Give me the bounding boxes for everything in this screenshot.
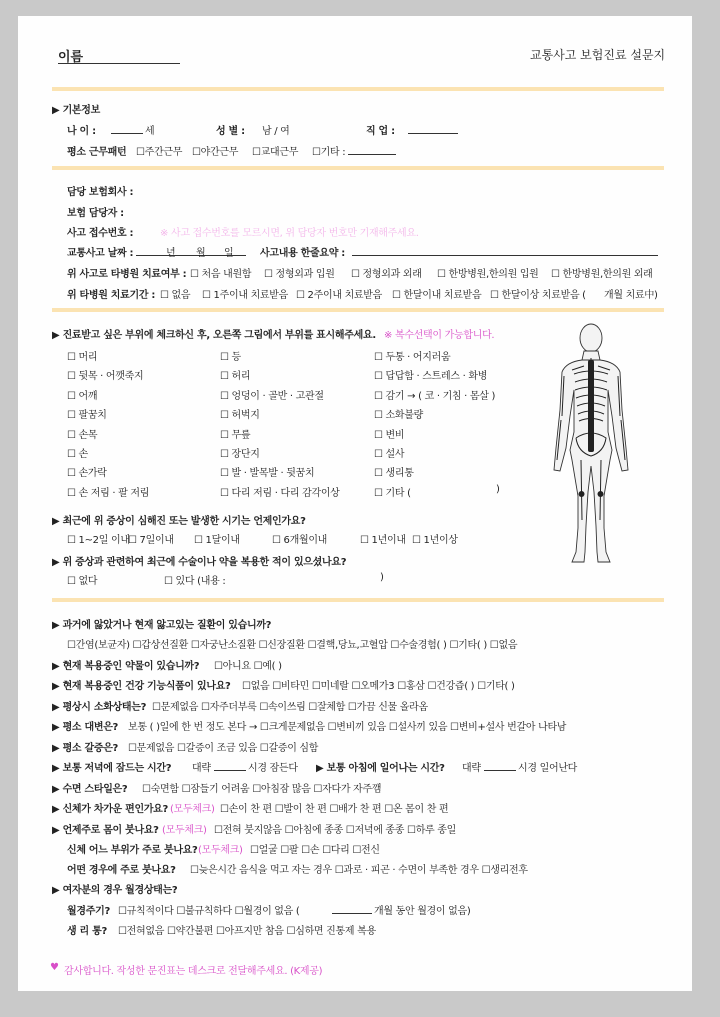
footer-thanks: 감사합니다. 작성한 문진표는 데스크로 전달해주세요. (K제공) xyxy=(64,966,323,977)
symptom-checkbox[interactable]: ☐ 감기 → ( 코 · 기침 · 몸살 ) xyxy=(374,390,496,402)
sleep-time-unit: 시경 잠든다 xyxy=(248,763,298,774)
cold-body-note: (모두체크) xyxy=(170,804,215,815)
wake-time-question: ▶ 보통 아침에 일어나는 시간? xyxy=(316,763,445,774)
digestion-question: ▶ 평상시 소화상태는? xyxy=(52,702,147,713)
cold-body-options[interactable]: ☐손이 찬 편 ☐발이 찬 편 ☐배가 찬 편 ☐온 몸이 찬 편 xyxy=(220,804,449,815)
disease-question: ▶ 과거에 앓았거나 현재 앓고있는 질환이 있습니까? xyxy=(52,620,272,631)
swelling-time-options[interactable]: ☐전혀 붓지않음 ☐아침에 종종 ☐저녁에 종종 ☐하루 종일 xyxy=(214,825,457,836)
divider-band xyxy=(52,598,664,602)
name-label: 이름 xyxy=(58,50,84,65)
date-month: 월 xyxy=(196,248,206,259)
symptom-checkbox[interactable]: ☐ 팔꿈치 xyxy=(67,410,107,422)
date-year: 년 xyxy=(166,248,176,259)
work-option-shift[interactable]: ☐교대근무 xyxy=(252,147,299,158)
age-unit: 세 xyxy=(145,126,155,137)
insurance-company-label: 담당 보험회사 : xyxy=(67,187,134,198)
surgery-none[interactable]: ☐ 없다 xyxy=(67,576,98,587)
accident-summary-label: 사고내용 한줄요약 : xyxy=(260,248,345,259)
claim-number-hint: ※ 사고 접수번호를 모르시면, 위 담당자 번호만 기재해주세요. xyxy=(160,228,419,239)
wake-time-field[interactable] xyxy=(484,770,516,771)
disease-options[interactable]: ☐간염(보균자) ☐갑상선질환 ☐자궁난소질환 ☐신장질환 ☐결핵,당뇨,고혈압 ☐수술경험( ) ☐기타( ) ☐없음 xyxy=(67,640,518,651)
swelling-part-options[interactable]: ☐얼굴 ☐팔 ☐손 ☐다리 ☐전신 xyxy=(250,845,380,856)
symptom-checkbox[interactable]: ☐ 소화불량 xyxy=(374,410,423,422)
symptom-other-close: ) xyxy=(496,483,500,495)
insurance-agent-label: 보험 담당자 : xyxy=(67,208,124,219)
work-other-field[interactable] xyxy=(348,154,396,155)
onset-option[interactable]: ☐ 1~2일 이내 xyxy=(67,535,130,546)
period-none[interactable]: ☐ 없음 xyxy=(160,290,191,301)
symptom-checkbox[interactable]: ☐ 손목 xyxy=(67,429,98,441)
symptom-checkbox[interactable]: ☐ 뒷목 · 어깻죽지 xyxy=(67,371,144,383)
sleep-style-question: ▶ 수면 스타일은? xyxy=(52,784,128,795)
symptom-checkbox[interactable]: ☐ 무릎 xyxy=(220,429,251,441)
cold-body-question: ▶ 신체가 차가운 편인가요? xyxy=(52,804,169,815)
other-hospital-oriental-out[interactable]: ☐ 한방병원,한의원 외래 xyxy=(551,269,653,280)
symptom-checkbox[interactable]: ☐ 등 xyxy=(220,352,241,363)
accident-summary-field[interactable] xyxy=(352,255,658,256)
surgery-close-paren: ) xyxy=(380,572,384,583)
symptom-checkbox[interactable]: ☐ 손 xyxy=(67,449,88,460)
divider-band xyxy=(52,166,664,170)
symptom-checkbox[interactable]: ☐ 기타 ( xyxy=(374,487,411,499)
symptom-checkbox[interactable]: ☐ 생리통 xyxy=(374,468,414,480)
stool-options[interactable]: 보통 ( )일에 한 번 정도 본다 → ☐크게문제없음 ☐변비끼 있음 ☐설사끼 있음 ☐변비+설사 번갈아 나타남 xyxy=(128,722,567,733)
stool-question: ▶ 평소 대변은? xyxy=(52,722,119,733)
symptom-checkbox[interactable]: ☐ 답답함 · 스트레스 · 화병 xyxy=(374,371,488,383)
accident-date-label: 교통사고 날짜 : xyxy=(67,248,134,259)
onset-option[interactable]: ☐ 1년이상 xyxy=(412,535,458,546)
sex-options[interactable]: 남 / 여 xyxy=(262,126,290,137)
work-option-night[interactable]: ☐야간근무 xyxy=(192,147,239,158)
work-pattern-label: 평소 근무패턴 xyxy=(67,147,127,158)
other-hospital-label: 위 사고로 타병원 치료여부 : xyxy=(67,269,187,280)
symptom-checkbox[interactable]: ☐ 머리 xyxy=(67,352,98,363)
symptom-checkbox[interactable]: ☐ 다리 저림 · 다리 감각이상 xyxy=(220,487,340,499)
job-label: 직 업 : xyxy=(366,126,395,137)
divider-band xyxy=(52,308,664,312)
symptom-checkbox[interactable]: ☐ 허리 xyxy=(220,371,251,383)
thirst-options[interactable]: ☐문제없음 ☐갈증이 조금 있음 ☐갈증이 심함 xyxy=(128,743,319,754)
body-diagram[interactable] xyxy=(544,320,638,570)
cycle-tail: 개월 동안 월경이 없음) xyxy=(374,906,471,917)
work-option-day[interactable]: ☐주간근무 xyxy=(136,147,183,158)
sleep-time-field[interactable] xyxy=(214,770,246,771)
cycle-label: 월경주기? xyxy=(67,906,110,917)
period-1week[interactable]: ☐ 1주이내 치료받음 xyxy=(202,290,289,301)
cycle-months-field[interactable] xyxy=(332,913,372,914)
onset-option[interactable]: ☐ 6개월이내 xyxy=(272,535,328,546)
swelling-case-question: 어떤 경우에 주로 붓나요? xyxy=(67,865,176,876)
swelling-time-note: (모두체크) xyxy=(162,825,207,836)
supplement-options[interactable]: ☐없음 ☐비타민 ☐미네랄 ☐오메가3 ☐홍삼 ☐건강즙( ) ☐기타( ) xyxy=(242,681,515,692)
period-1month[interactable]: ☐ 한달이내 치료받음 xyxy=(392,290,482,301)
swelling-part-question: 신체 어느 부위가 주로 붓나요? xyxy=(67,845,198,856)
other-hospital-first[interactable]: ☐ 처음 내원함 xyxy=(190,269,252,280)
wake-time-prefix: 대략 xyxy=(462,763,481,774)
digestion-options[interactable]: ☐문제없음 ☐자주더부룩 ☐속이쓰림 ☐잘체함 ☐가끔 신물 올라옴 xyxy=(152,702,428,713)
job-field[interactable] xyxy=(408,133,458,134)
period-2week[interactable]: ☐ 2주이내 치료받음 xyxy=(296,290,383,301)
symptom-checkbox[interactable]: ☐ 발 · 발목발 · 뒷꿈치 xyxy=(220,468,315,480)
date-day: 일 xyxy=(224,248,234,259)
basic-info-heading: ▶ 기본정보 xyxy=(52,105,101,116)
sleep-time-question: ▶ 보통 저녁에 잠드는 시간? xyxy=(52,763,172,774)
symptom-area-question: ▶ 진료받고 싶은 부위에 체크하신 후, 오른쪽 그림에서 부위를 표시해주세요. xyxy=(52,330,376,341)
sleep-time-prefix: 대략 xyxy=(192,763,211,774)
symptom-checkbox[interactable]: ☐ 손 저림 · 팔 저림 xyxy=(67,487,150,499)
symptom-checkbox[interactable]: ☐ 허벅지 xyxy=(220,410,260,422)
work-option-other[interactable]: ☐기타 : xyxy=(312,147,346,158)
menstrual-pain-options[interactable]: ☐전혀없음 ☐약간불편 ☐아프지만 참음 ☐심하면 진통제 복용 xyxy=(118,926,376,937)
name-underline[interactable] xyxy=(58,63,180,64)
other-hospital-oriental-in[interactable]: ☐ 한방병원,한의원 입원 xyxy=(437,269,539,280)
treatment-period-label: 위 타병원 치료기간 : xyxy=(67,290,156,301)
supplement-question: ▶ 현재 복용중인 건강 기능식품이 있나요? xyxy=(52,681,231,692)
multi-select-note: ※ 복수선택이 가능합니다. xyxy=(384,330,495,341)
onset-option[interactable]: ☐ 7일이내 xyxy=(128,535,174,546)
symptom-checkbox[interactable]: ☐ 설사 xyxy=(374,449,405,460)
symptom-checkbox[interactable]: ☐ 손가락 xyxy=(67,468,107,480)
document-title: 교통사고 보험진료 설문지 xyxy=(530,48,666,62)
divider-band xyxy=(52,87,664,91)
symptom-checkbox[interactable]: ☐ 장단지 xyxy=(220,449,260,460)
symptom-checkbox[interactable]: ☐ 어깨 xyxy=(67,390,98,402)
menstrual-pain-label: 생 리 통? xyxy=(67,926,107,937)
onset-question: ▶ 최근에 위 증상이 심해진 또는 발생한 시기는 언제인가요? xyxy=(52,516,306,527)
swelling-case-options[interactable]: ☐늦은시간 음식을 먹고 자는 경우 ☐과로 · 피곤 · 수면이 부족한 경우 ☐생리전후 xyxy=(190,865,528,876)
cycle-options[interactable]: ☐규칙적이다 ☐불규칙하다 ☐월경이 없음 ( xyxy=(118,906,300,917)
age-field[interactable] xyxy=(111,133,143,134)
sleep-style-options[interactable]: ☐숙면함 ☐잠들기 어려움 ☐아침잠 많음 ☐자다가 자주깸 xyxy=(142,784,382,795)
symptom-checkbox[interactable]: ☐ 엉덩이 · 골반 · 고관절 xyxy=(220,390,324,402)
medication-options[interactable]: ☐아니요 ☐예( ) xyxy=(214,661,282,672)
period-over-month[interactable]: ☐ 한달이상 치료받음 ( xyxy=(490,290,586,301)
thirst-question: ▶ 평소 갈증은? xyxy=(52,743,119,754)
symptom-checkbox[interactable]: ☐ 변비 xyxy=(374,429,405,441)
surgery-question: ▶ 위 증상과 관련하여 최근에 수술이나 약을 복용한 적이 있으셨나요? xyxy=(52,557,347,568)
age-label: 나 이 : xyxy=(67,126,96,137)
symptom-checkbox[interactable]: ☐ 두통 · 어지러움 xyxy=(374,352,451,363)
swelling-time-question: ▶ 언제주로 몸이 붓나요? xyxy=(52,825,159,836)
period-months-tail: 개월 치료中) xyxy=(604,290,658,301)
questionnaire-page xyxy=(18,16,692,991)
menstruation-question: ▶ 여자분의 경우 월경상태는? xyxy=(52,885,178,896)
other-hospital-ortho-out[interactable]: ☐ 정형외과 외래 xyxy=(351,269,422,280)
claim-number-label: 사고 접수번호 : xyxy=(67,228,134,239)
swelling-part-note: (모두체크) xyxy=(198,845,243,856)
surgery-yes[interactable]: ☐ 있다 (내용 : xyxy=(164,576,226,587)
heart-icon: ♥ xyxy=(50,962,59,973)
wake-time-unit: 시경 일어난다 xyxy=(518,763,578,774)
onset-option[interactable]: ☐ 1년이내 xyxy=(360,535,406,546)
sex-label: 성 별 : xyxy=(216,126,245,137)
other-hospital-ortho-in[interactable]: ☐ 정형외과 입원 xyxy=(264,269,335,280)
medication-question: ▶ 현재 복용중인 약물이 있습니까? xyxy=(52,661,200,672)
onset-option[interactable]: ☐ 1달이내 xyxy=(194,535,240,546)
